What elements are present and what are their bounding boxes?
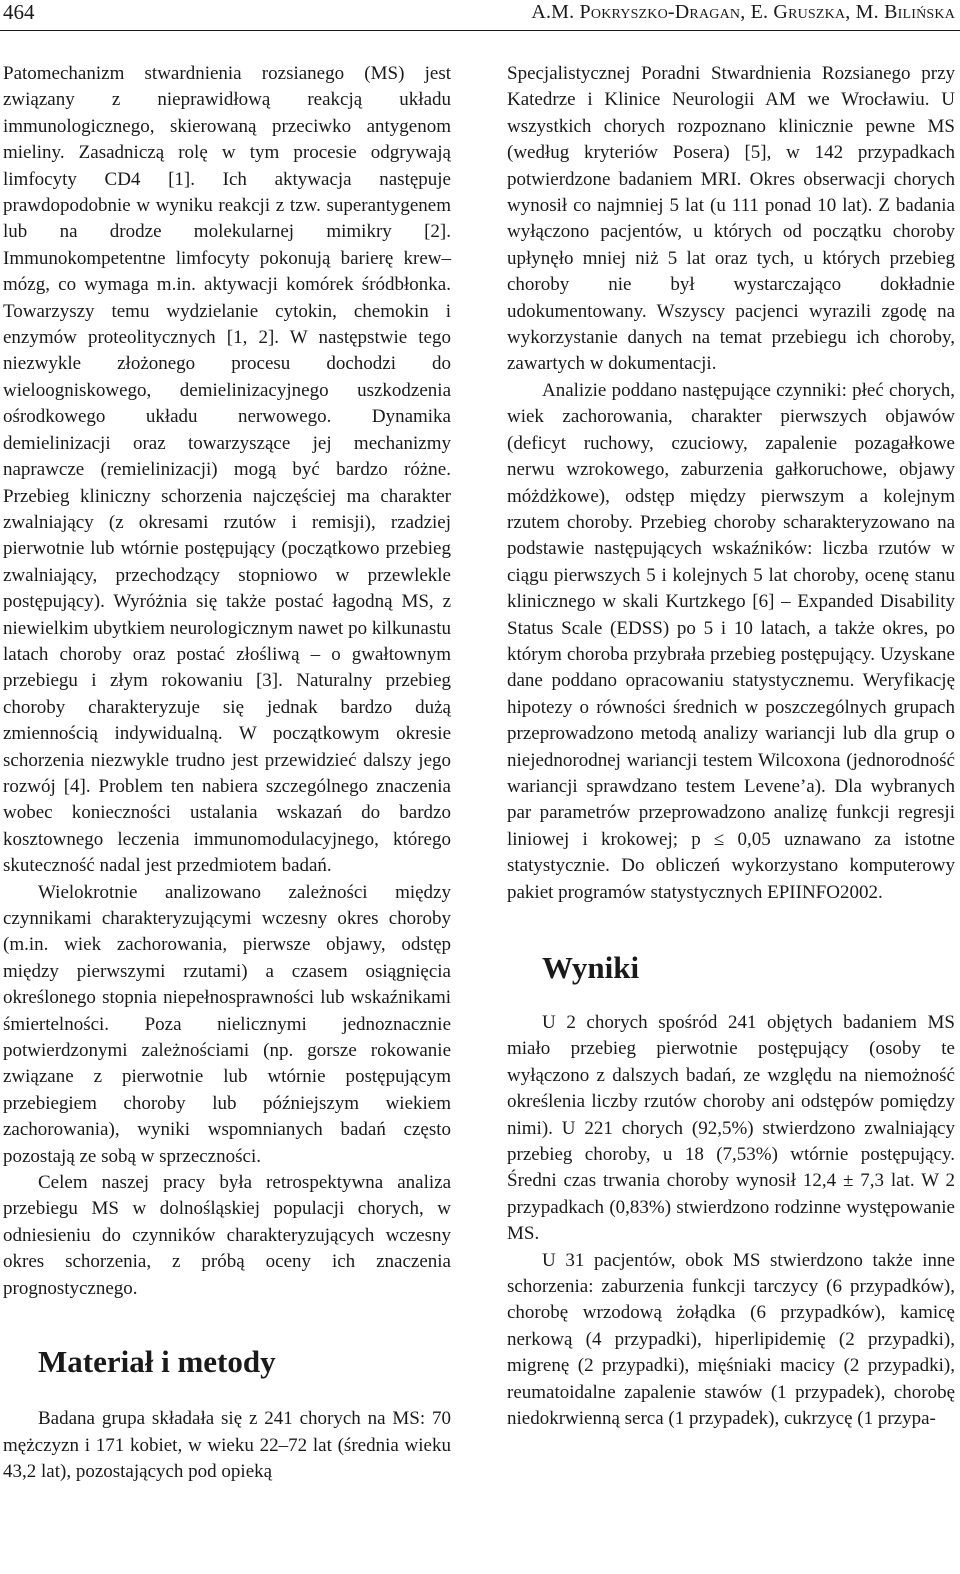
intro-paragraph-3: Celem naszej pracy była retrospektywna analiza przebiegu MS w dolnośląskiej populacji chorych, w odniesieniu do czynników charakteryzujących wczesny okres schorzenia, z próbą oceny ich znaczenia prognostycznego.: [3, 1172, 451, 1299]
methods-paragraph-1-continued: Specjalistycznej Poradni Stwardnienia Rozsianego przy Katedrze i Klinice Neurologii AM we Wrocławiu. U wszystkich chorych rozpoznano klinicznie pewne MS (według kryteriów Posera) [5], w 142 przypadkach potwierdzone badaniem MRI. Okres obserwacji chorych wynosił co najmniej 5 lat (u 111 ponad 10 lat). Z badania wyłączono pacjentów, u których od początku choroby upłynęło mniej niż 5 lat oraz tych, u których przebieg choroby nie był wystarczająco dokładnie udokumentowany. Wszyscy pacjenci wyrazili zgodę na wykorzystanie danych na temat przebiegu ich choroby, zawartych w dokumentacji.: [507, 63, 955, 375]
right-column: [507, 61, 955, 1433]
methods-paragraph-2: Analizie poddano następujące czynniki: płeć chorych, wiek zachorowania, charakter pierwszych objawów (deficyt ruchowy, czuciowy, zapalenie pozagałkowe nerwu wzrokowego, zaburzenia gałkoruchowe, objawy móżdżkowe), odstęp między pierwszym a kolejnym rzutem choroby. Przebieg choroby scharakteryzowano na podstawie następujących wskaźników: liczba rzutów w ciągu pierwszych 5 i kolejnych 5 lat choroby, ocenę stanu klinicznego w skali Kurtzkego [6] – Expanded Disability Status Scale (EDSS) po 5 i 10 latach, a także okres, po którym choroba przybrała przebieg postępujący. Uzyskane dane poddano opracowaniu statystycznemu. Weryfikację hipotezy o równości średnich w poszczególnych grupach przeprowadzono metodą analizy wariancji lub dla grup o niejednorodnej wariancji testem Wilcoxona (jednorodność wariancji sprawdzano testem Levene’a). Dla wybranych par parametrów przeprowadzono analizę funkcji regresji liniowej i krokowej; p ≤ 0,05 uznawano za istotne statystycznie. Do obliczeń wykorzystano komputerowy pakiet programów statystycznych EPIINFO2002.: [507, 379, 955, 903]
section-heading-methods: Materiał i metody: [38, 1344, 276, 1380]
section-heading-results: Wyniki: [542, 950, 640, 985]
results-paragraph-1: U 2 chorych spośród 241 objętych badaniem MS miało przebieg pierwotnie postępujący (osoby te wyłączono z dalszych badań, ze względu na niemożność określenia liczby rzutów choroby ani odstępów pomiędzy nimi). U 221 chorych (92,5%) stwierdzono zwalniający przebieg choroby, u 18 (7,53%) wtórnie postępujący. Średni czas trwania choroby wynosił 12,4 ± 7,3 lat. W 2 przypadkach (0,83%) stwierdzono rodzinne występowanie MS.: [507, 1012, 955, 1245]
running-head-authors: A.M. Pokryszko-Dragan, E. Gruszka, M. Bilińska: [531, 1, 955, 23]
left-column: [3, 61, 451, 1485]
intro-paragraph-1: Patomechanizm stwardnienia rozsianego (MS) jest związany z nieprawidłową reakcją układu immunologicznego, skierowaną przeciwko antygenom mieliny. Zasadniczą rolę w tym procesie odgrywają limfocyty CD4 [1]. Ich aktywacja następuje prawdopodobnie w wyniku reakcji z tzw. superantygenem lub na drodze molekularnej mimikry [2]. Immunokompetentne limfocyty pokonują barierę krew–mózg, co wymaga m.in. aktywacji komórek śródbłonka. Towarzyszy temu wydzielanie cytokin, chemokin i enzymów proteolitycznych [1, 2]. W następstwie tego niezwykle złożonego procesu dochodzi do wieloogniskowego, demielinizacyjnego uszkodzenia ośrodkowego układu nerwowego. Dynamika demielinizacji oraz towarzyszące jej mechanizmy naprawcze (remielinizacji) mogą być bardzo różne. Przebieg kliniczny schorzenia najczęściej ma charakter zwalniający (z okresami rzutów i remisji), rzadziej pierwotnie lub wtórnie postępujący (początkowo przebieg zwalniający, przechodzący stopniowo w przewlekle postępujący). Wyróżnia się także postać łagodną MS, z niewielkim ubytkiem neurologicznym nawet po kilkunastu latach choroby oraz postać złośliwą – o gwałtownym przebiegu i złym rokowaniu [3]. Naturalny przebieg choroby charakteryzuje się jednak bardzo dużą zmiennością indywidualną. W początkowym okresie schorzenia niezwykle trudno jest przewidzieć dalszy jego rozwój [4]. Problem ten nabiera szczególnego znaczenia wobec konieczności ustalania wskazań do bardzo kosztownego leczenia immunomodulacyjnego, którego skuteczność nadal jest przedmiotem badań.: [3, 63, 451, 877]
page-number: 464: [3, 0, 35, 24]
page-header: [0, 0, 960, 31]
methods-paragraph-1-start: Badana grupa składała się z 241 chorych na MS: 70 mężczyzn i 171 kobiet, w wieku 22–72 lat (średnia wieku 43,2 lat), pozostających pod opieką: [3, 1408, 451, 1482]
intro-paragraph-2: Wielokrotnie analizowano zależności między czynnikami charakteryzującymi wczesny okres choroby (m.in. wiek zachorowania, pierwsze objawy, odstęp między pierwszymi rzutami) a czasem osiągnięcia określonego stopnia niepełnosprawności lub wskaźnikami śmiertelności. Poza nielicznymi jednoznacznie potwierdzonymi zależnościami (np. gorsze rokowanie związane z pierwotnie lub wtórnie postępującym przebiegiem choroby lub późniejszym wiekiem zachorowania), wyniki wspomnianych badań często pozostają ze sobą w sprzeczności.: [3, 881, 451, 1167]
results-paragraph-2: U 31 pacjentów, obok MS stwierdzono także inne schorzenia: zaburzenia funkcji tarczycy (6 przypadków), chorobę wrzodową żołądka (6 przypadków), kamicę nerkową (4 przypadki), hiperlipidemię (2 przypadki), migrenę (2 przypadki), mięśniaki macicy (2 przypadki), reumatoidalne zapalenie stawów (1 przypadek), chorobę niedokrwienną serca (1 przypadek), cukrzycę (1 przypa-: [507, 1249, 955, 1430]
